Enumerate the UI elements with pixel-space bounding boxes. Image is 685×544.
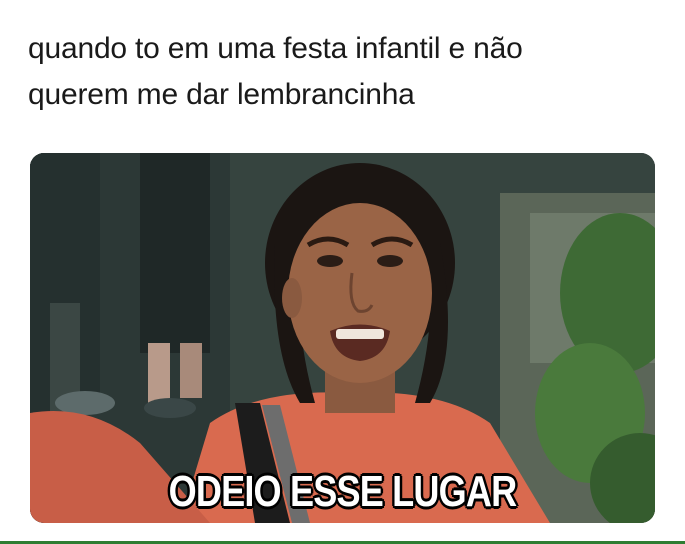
post-caption — [28, 26, 668, 118]
meme-overlay-text: ODEIO ESSE LUGAR — [168, 467, 517, 516]
meme-image — [30, 153, 655, 523]
caption-line-1: quando to em uma festa infantil e não — [28, 32, 523, 65]
caption-line-2: querem me dar lembrancinha — [28, 78, 415, 111]
